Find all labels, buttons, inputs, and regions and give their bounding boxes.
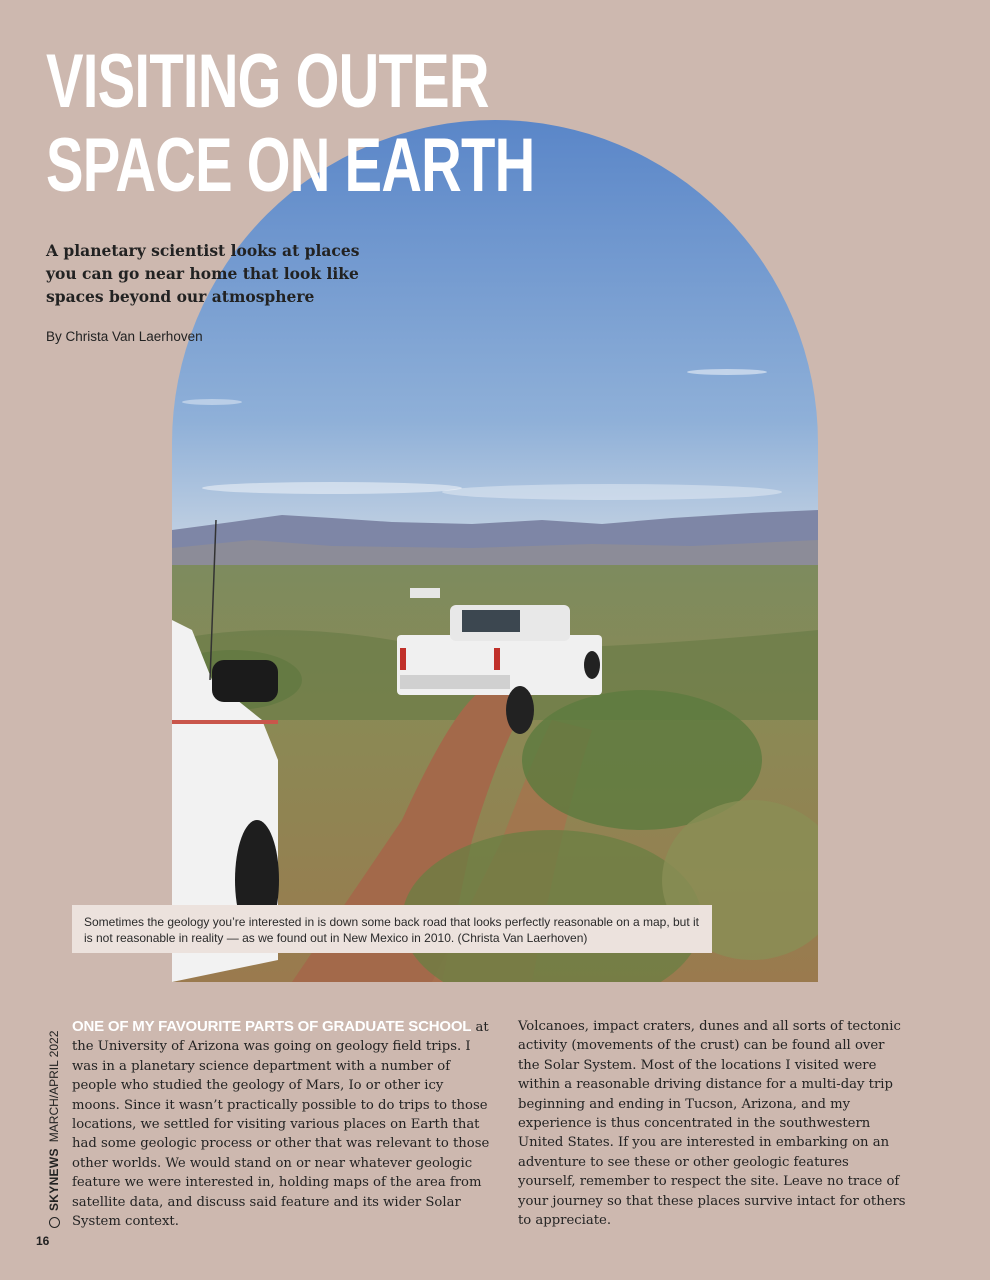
issue-date: MARCH/APRIL 2022 (47, 1030, 61, 1143)
article-deck: A planetary scientist looks at places you can go near home that look like spaces beyond our atmosphere (46, 241, 360, 306)
headline-line-1: VISITING OUTER (46, 39, 489, 124)
page-number: 16 (36, 1234, 50, 1248)
magazine-name: SKYNEWS (47, 1148, 61, 1211)
circle-icon (49, 1217, 60, 1228)
folio-running-head (47, 1031, 61, 1228)
body-column-1 (72, 1017, 492, 1231)
lead-in: ONE OF MY FAVOURITE PARTS OF GRADUATE SCHOOL (72, 1018, 472, 1035)
photo-caption: Sometimes the geology you’re interested in is down some back road that looks perfectly reasonable on a map, but it is not reasonable in reality — as we found out in New Mexico in 2010. (Christa Van Laerhoven) (72, 905, 712, 953)
article-byline: By Christa Van Laerhoven (46, 329, 203, 344)
headline-line-2: SPACE ON EARTH (46, 123, 535, 208)
article-headline (46, 40, 535, 208)
body-column-1-text: at the University of Arizona was going on geology field trips. I was in a planetary science department with a number of people who studied the geology of Mars, Io or other icy moons. Since it wasn’t practically possible to do trips to those locations, we settled for visiting various places on Earth that had some geologic process or other that was relevant to those other worlds. We would stand on or near whatever geologic feature we were interested in, holding maps of the area from satellite data, and discuss said feature and its wider Solar System context. (72, 1020, 490, 1230)
body-column-2: Volcanoes, impact craters, dunes and all sorts of tectonic activity (movements of the crust) can be found all over the Solar System. Most of the locations I visited were within a reasonable driving distance for a multi-day trip beginning and ending in Tucson, Arizona, and my experience is thus concentrated in the southwestern United States. If you are interested in embarking on an adventure to see these or other geologic features yourself, remember to respect the site. Leave no trace of your journey so that these places survive intact for others to appreciate. (518, 1019, 906, 1229)
